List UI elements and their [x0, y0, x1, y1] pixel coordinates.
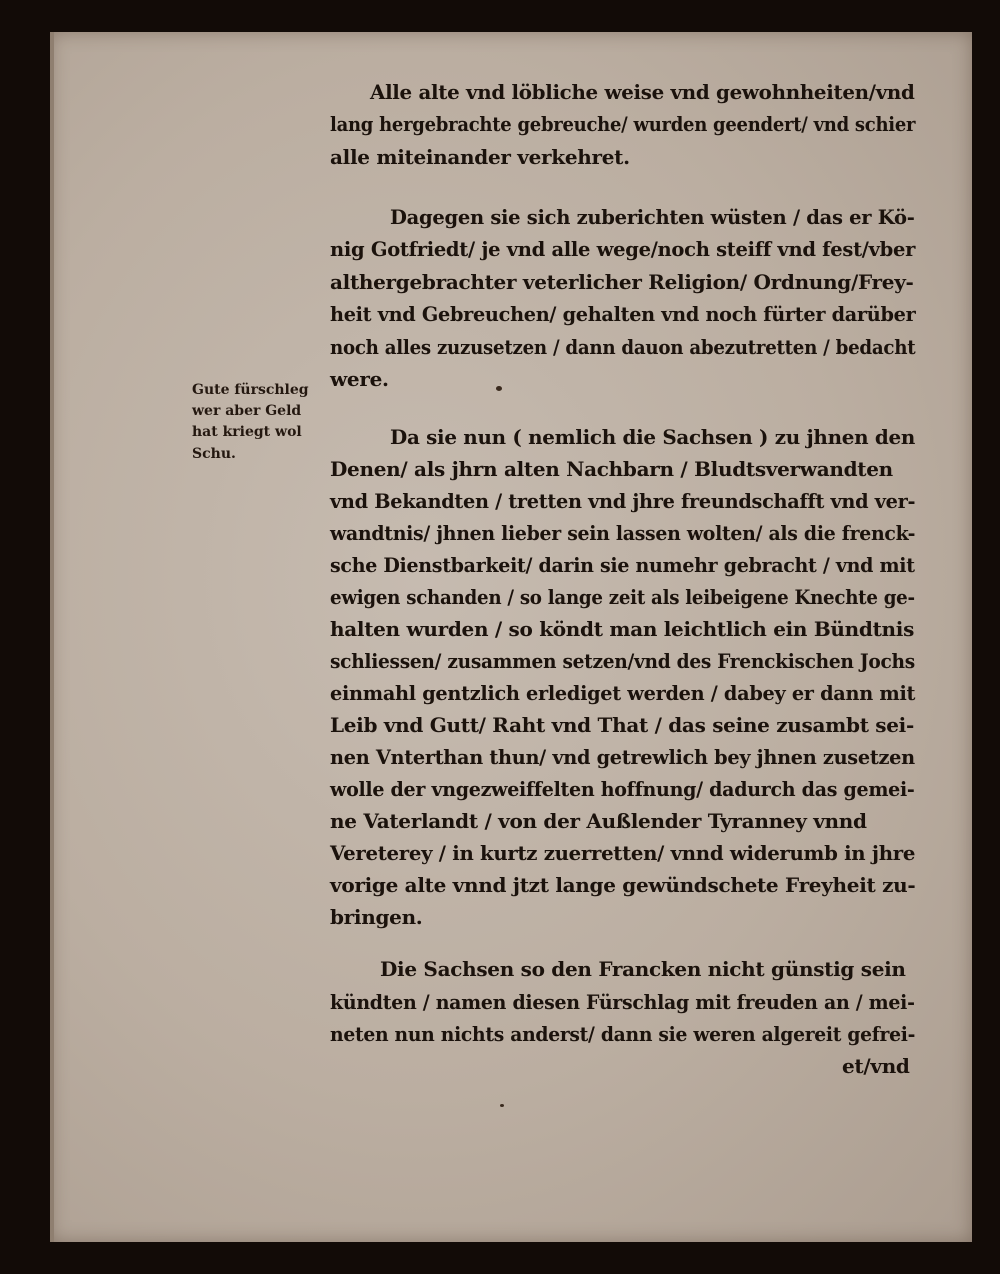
text-line: Da sie nun ( nemlich die Sachsen ) zu jhnen den: [390, 425, 915, 449]
text-line: were.: [330, 367, 389, 391]
text-line: althergebrachter veterlicher Religion/ Ordnung/Frey-: [330, 270, 914, 294]
text-line: bringen.: [330, 905, 423, 929]
text-line: Die Sachsen so den Francken nicht günstig sein: [380, 957, 906, 981]
text-line: heit vnd Gebreuchen/ gehalten vnd noch fürter darüber: [330, 302, 916, 326]
page-edge: [50, 32, 54, 1242]
text-line: ne Vaterlandt / von der Außlender Tyranney vnnd: [330, 809, 867, 833]
text-line: Alle alte vnd löbliche weise vnd gewohnheiten/vnd: [370, 80, 915, 104]
text-line: sche Dienstbarkeit/ darin sie numehr gebracht / vnd mit: [330, 553, 915, 577]
text-line: neten nun nichts anderst/ dann sie weren algereit gefrei-: [330, 1022, 916, 1046]
text-line: Dagegen sie sich zuberichten wüsten / das er Kö-: [390, 205, 915, 229]
text-line: Denen/ als jhrn alten Nachbarn / Bludtsverwandten: [330, 457, 893, 481]
text-line: vorige alte vnnd jtzt lange gewündschete Freyheit zu-: [330, 873, 916, 897]
ink-speck: [500, 1104, 504, 1107]
text-line: kündten / namen diesen Fürschlag mit freuden an / mei-: [330, 990, 915, 1014]
text-line: alle miteinander verkehret.: [330, 145, 630, 169]
text-line: nig Gotfriedt/ je vnd alle wege/noch steiff vnd fest/vber: [330, 237, 916, 261]
text-line: vnd Bekandten / tretten vnd jhre freundschafft vnd ver-: [330, 489, 916, 513]
text-line: einmahl gentzlich erlediget werden / dabey er dann mit: [330, 681, 916, 705]
text-line: schliessen/ zusammen setzen/vnd des Frenckischen Jochs: [330, 649, 915, 673]
text-line: halten wurden / so köndt man leichtlich ein Bündtnis: [330, 617, 915, 641]
text-line: wolle der vngezweiffelten hoffnung/ dadurch das gemei-: [330, 777, 915, 801]
text-line: nen Vnterthan thun/ vnd getrewlich bey jhnen zusetzen: [330, 745, 915, 769]
marginal-note-line: wer aber Geld: [192, 403, 302, 419]
text-line: Leib vnd Gutt/ Raht vnd That / das seine zusambt sei-: [330, 713, 914, 737]
marginal-note-line: hat kriegt wol: [192, 424, 302, 440]
text-line: ewigen schanden / so lange zeit als leibeigene Knechte ge-: [330, 585, 915, 609]
catchword: et/vnd: [842, 1054, 910, 1078]
text-line: lang hergebrachte gebreuche/ wurden geendert/ vnd schier: [330, 112, 916, 136]
marginal-note-line: Gute fürschleg: [192, 382, 309, 398]
text-line: wandtnis/ jhnen lieber sein lassen wolten/ als die frenck-: [330, 521, 916, 545]
ink-speck: [496, 386, 502, 391]
text-line: noch alles zuzusetzen / dann dauon abezutretten / bedacht: [330, 335, 916, 359]
marginal-note-line: Schu.: [192, 446, 236, 462]
text-line: Vereterey / in kurtz zuerretten/ vnnd widerumb in jhre: [330, 841, 916, 865]
